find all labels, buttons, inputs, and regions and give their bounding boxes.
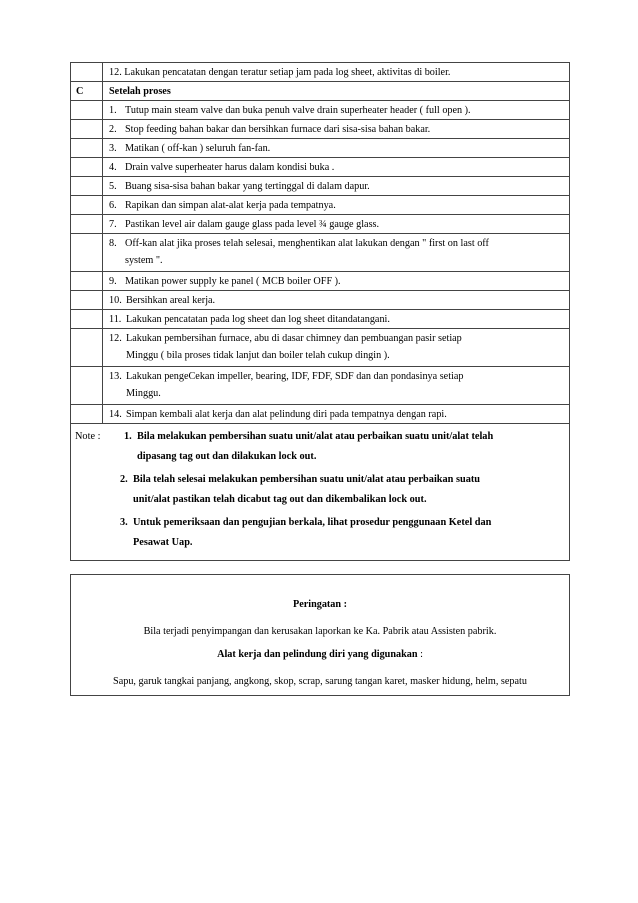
item-line: Buang sisa-sisa bahan bakar yang tertinggal di dalam dapur. — [125, 181, 370, 192]
row-index-cell — [71, 139, 103, 158]
item-text — [125, 159, 565, 176]
item-line: Minggu ( bila proses tidak lanjut dan boiler telah cukup dingin ). — [126, 350, 390, 361]
row-index-cell — [71, 405, 103, 424]
row-index-cell — [71, 272, 103, 291]
item-number: 11. — [109, 314, 122, 325]
item-text — [126, 330, 565, 364]
pre-item-text: 12. Lakukan pencatatan dengan teratur setiap jam pada log sheet, aktivitas di boiler. — [103, 63, 570, 82]
item-line: Matikan ( off-kan ) seluruh fan-fan. — [125, 143, 271, 154]
tools-heading: Alat kerja dan pelindung diri yang digunakan — [217, 649, 418, 660]
note-number: 1. — [124, 431, 132, 442]
table-row — [71, 139, 570, 158]
item-cell — [103, 367, 570, 405]
item-cell — [103, 120, 570, 139]
table-row — [71, 158, 570, 177]
item-number: 9. — [109, 276, 117, 287]
item-text — [125, 216, 565, 233]
warning-text: Bila terjadi penyimpangan dan kerusakan laporkan ke Ka. Pabrik atau Assisten pabrik. — [143, 626, 497, 637]
note-indent — [75, 513, 120, 552]
item-number: 4. — [109, 162, 117, 173]
item-cell — [103, 291, 570, 310]
note-text — [133, 470, 565, 509]
row-index-cell — [71, 367, 103, 405]
note-text — [137, 427, 565, 466]
item-cell — [103, 329, 570, 367]
item-line: Off-kan alat jika proses telah selesai, menghentikan alat lakukan dengan " first on last off — [125, 238, 489, 249]
item-number: 10. — [109, 295, 122, 306]
table-row — [71, 405, 570, 424]
item-line: Stop feeding bahan bakar dan bersihkan furnace dari sisa-sisa bahan bakar. — [125, 124, 431, 135]
item-text — [126, 311, 565, 328]
item-cell — [103, 101, 570, 120]
note-line: Untuk pemeriksaan dan pengujian berkala, lihat prosedur penggunaan Ketel dan — [133, 517, 492, 528]
procedure-table — [70, 62, 570, 561]
row-index-cell — [71, 329, 103, 367]
row-index-cell — [71, 196, 103, 215]
item-text — [125, 235, 565, 269]
table-row — [71, 367, 570, 405]
item-line: Lakukan pembersihan furnace, abu di dasar chimney dan pembuangan pasir setiap — [126, 333, 462, 344]
item-line: Simpan kembali alat kerja dan alat pelindung diri pada tempatnya dengan rapi. — [126, 409, 447, 420]
item-cell — [103, 234, 570, 272]
item-cell — [103, 405, 570, 424]
item-number: 2. — [109, 124, 117, 135]
tools-heading-line — [71, 649, 569, 660]
item-text — [125, 273, 565, 290]
row-index-cell — [71, 177, 103, 196]
row-index-cell — [71, 291, 103, 310]
note-cell — [71, 424, 570, 561]
row-index-cell — [71, 101, 103, 120]
note-item — [75, 427, 565, 466]
note-indent — [75, 470, 120, 509]
item-number: 12. — [109, 333, 122, 344]
note-line: unit/alat pastikan telah dicabut tag out dan dikembalikan lock out. — [133, 493, 427, 505]
note-list — [75, 427, 565, 552]
item-line: Lakukan pengeCekan impeller, bearing, IDF, FDF, SDF dan dan pondasinya setiap — [126, 371, 464, 382]
note-label: Note : — [75, 431, 101, 442]
item-cell — [103, 196, 570, 215]
row-index-cell — [71, 234, 103, 272]
procedure-items — [71, 101, 570, 424]
table-row — [71, 291, 570, 310]
item-text — [125, 140, 565, 157]
item-line: Lakukan pencatatan pada log sheet dan log sheet ditandatangani. — [126, 314, 390, 325]
table-row — [71, 101, 570, 120]
row-index-cell — [71, 310, 103, 329]
item-line: Bersihkan areal kerja. — [126, 295, 216, 306]
table-row — [71, 310, 570, 329]
note-line: Pesawat Uap. — [133, 536, 193, 548]
item-text — [126, 292, 565, 309]
row-index-cell — [71, 215, 103, 234]
note-text — [133, 513, 565, 552]
warning-title: Peringatan : — [292, 599, 348, 610]
table-row — [71, 329, 570, 367]
item-line: system ". — [125, 255, 163, 266]
tools-colon: : — [417, 649, 423, 660]
item-line: Tutup main steam valve dan buka penuh valve drain superheater header ( full open ). — [125, 105, 471, 116]
table-row — [71, 272, 570, 291]
item-text — [125, 102, 565, 119]
item-cell — [103, 272, 570, 291]
note-row — [71, 424, 570, 561]
note-item — [75, 513, 565, 552]
table-row — [71, 63, 570, 82]
note-number: 3. — [120, 517, 128, 528]
item-text — [126, 406, 565, 423]
table-row — [71, 196, 570, 215]
table-row — [71, 215, 570, 234]
item-number: 13. — [109, 371, 122, 382]
table-row — [71, 120, 570, 139]
item-line: Pastikan level air dalam gauge glass pada level ¾ gauge glass. — [125, 219, 380, 230]
note-item — [75, 470, 565, 509]
table-row — [71, 234, 570, 272]
item-text — [125, 121, 565, 138]
section-letter: C — [71, 82, 103, 101]
row-index-cell — [71, 158, 103, 177]
section-title: Setelah proses — [103, 82, 570, 101]
row-index-cell — [71, 63, 103, 82]
item-number: 8. — [109, 238, 117, 249]
item-number: 5. — [109, 181, 117, 192]
item-text — [125, 178, 565, 195]
item-number: 1. — [109, 105, 117, 116]
note-number: 2. — [120, 474, 128, 485]
tools-list: Sapu, garuk tangkai panjang, angkong, skop, scrap, sarung tangan karet, masker hidung, helm, sepatu — [113, 676, 527, 687]
item-number: 3. — [109, 143, 117, 154]
item-number: 6. — [109, 200, 117, 211]
item-cell — [103, 215, 570, 234]
note-line: Bila melakukan pembersihan suatu unit/alat atau perbaikan suatu unit/alat telah — [137, 431, 494, 442]
item-cell — [103, 310, 570, 329]
item-text — [126, 368, 565, 402]
note-line: dipasang tag out dan dilakukan lock out. — [137, 450, 317, 462]
table-row — [71, 177, 570, 196]
item-line: Matikan power supply ke panel ( MCB boiler OFF ). — [125, 276, 341, 287]
item-text — [125, 197, 565, 214]
item-line: Minggu. — [126, 388, 161, 399]
item-cell — [103, 177, 570, 196]
section-header-row — [71, 82, 570, 101]
item-number: 14. — [109, 409, 122, 420]
item-line: Drain valve superheater harus dalam kondisi buka . — [125, 162, 335, 173]
warning-box — [70, 574, 570, 696]
item-line: Rapikan dan simpan alat-alat kerja pada tempatnya. — [125, 200, 336, 211]
item-cell — [103, 139, 570, 158]
note-line: Bila telah selesai melakukan pembersihan suatu unit/alat atau perbaikan suatu — [133, 474, 481, 485]
item-cell — [103, 158, 570, 177]
row-index-cell — [71, 120, 103, 139]
item-number: 7. — [109, 219, 117, 230]
